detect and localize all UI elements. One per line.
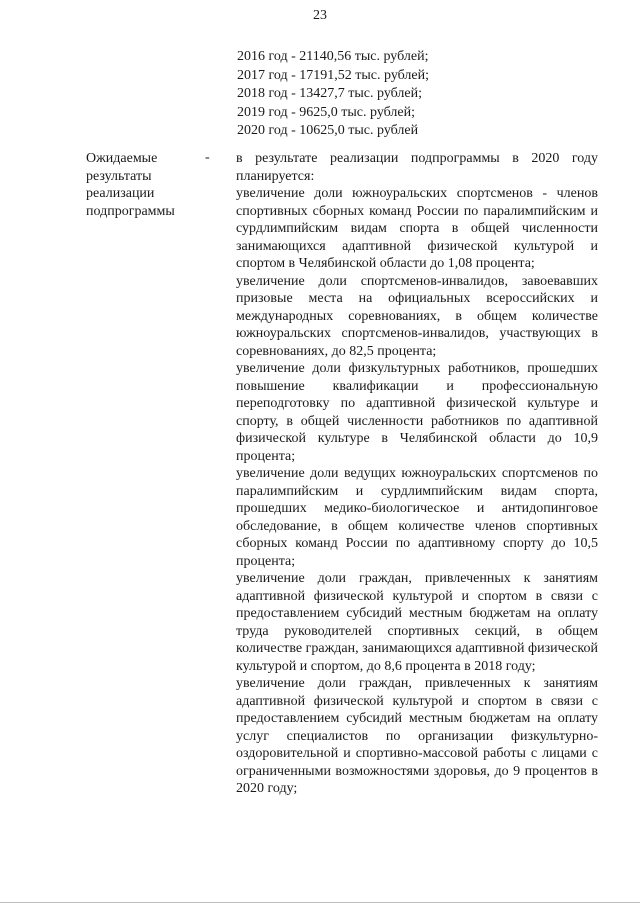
funding-line-2018: 2018 год - 13427,7 тыс. рублей; — [237, 86, 423, 101]
expected-results — [236, 150, 598, 798]
funding-line-2019: 2019 год - 9625,0 тыс. рублей; — [237, 104, 416, 120]
section-label: Ожидаемые результаты реализации подпрограммы — [86, 151, 175, 219]
funding-line-2017: 2017 год - 17191,52 тыс. рублей; — [237, 67, 430, 83]
funding-line-2020: 2020 год - 10625,0 тыс. рублей — [237, 123, 419, 138]
result-paragraph: увеличение доли граждан, привлеченных к занятиям адаптивной физической культурой и спортом в связи с предоставлением субсидий местным бюджетам на оплату услуг специалистов по организации физкультурно-оздоровительной и спортивно-массовой работы с лицами с ограниченными возможностями здоровья, до 9 процентов в 2020 году; — [236, 676, 598, 796]
result-paragraph: увеличение доли южноуральских спортсменов - членов спортивных сборных команд России по паралимпийским и сурдлимпийским видам спорта в общей численности занимающихся адаптивной физической культурой и спортом в Челябинской области до 1,08 процента; — [236, 186, 598, 271]
scan-edge-line — [0, 902, 640, 903]
label-dash: - — [205, 150, 210, 165]
funding-line-2016: 2016 год - 21140,56 тыс. рублей; — [237, 49, 429, 64]
result-paragraph: увеличение доли спортсменов-инвалидов, завоевавших призовые места на официальных всероссийских и международных соревнованиях, в общем количестве южноуральских спортсменов-инвалидов, участвующих в соревнованиях, до 82,5 процента; — [236, 273, 598, 359]
intro-paragraph: в результате реализации подпрограммы в 2020 году планируется: — [236, 151, 598, 184]
funding-list — [237, 48, 429, 141]
result-paragraph: увеличение доли физкультурных работников, прошедших повышение квалификации и профессиональную переподготовку по адаптивной физической культуре и спорту, в общей численности работников по адаптивной физической культуре в Челябинской области до 10,9 процента; — [236, 361, 598, 464]
page-number: 23 — [313, 8, 327, 23]
result-paragraph: увеличение доли граждан, привлеченных к занятиям адаптивной физической культурой и спортом в связи с предоставлением субсидий местным бюджетам на оплату труда руководителей спортивных секций, в общем количестве граждан, занимающихся адаптивной физической культурой и спортом, до 8,6 процента в 2018 году; — [236, 571, 598, 674]
result-paragraph: увеличение доли ведущих южноуральских спортсменов по паралимпийским и сурдлимпийским видам спорта, прошедших медико-биологическое и антидопинговое обследование, в общем количестве членов спортивных сборных команд России по адаптивному спорту до 10,5 процента; — [236, 466, 598, 569]
